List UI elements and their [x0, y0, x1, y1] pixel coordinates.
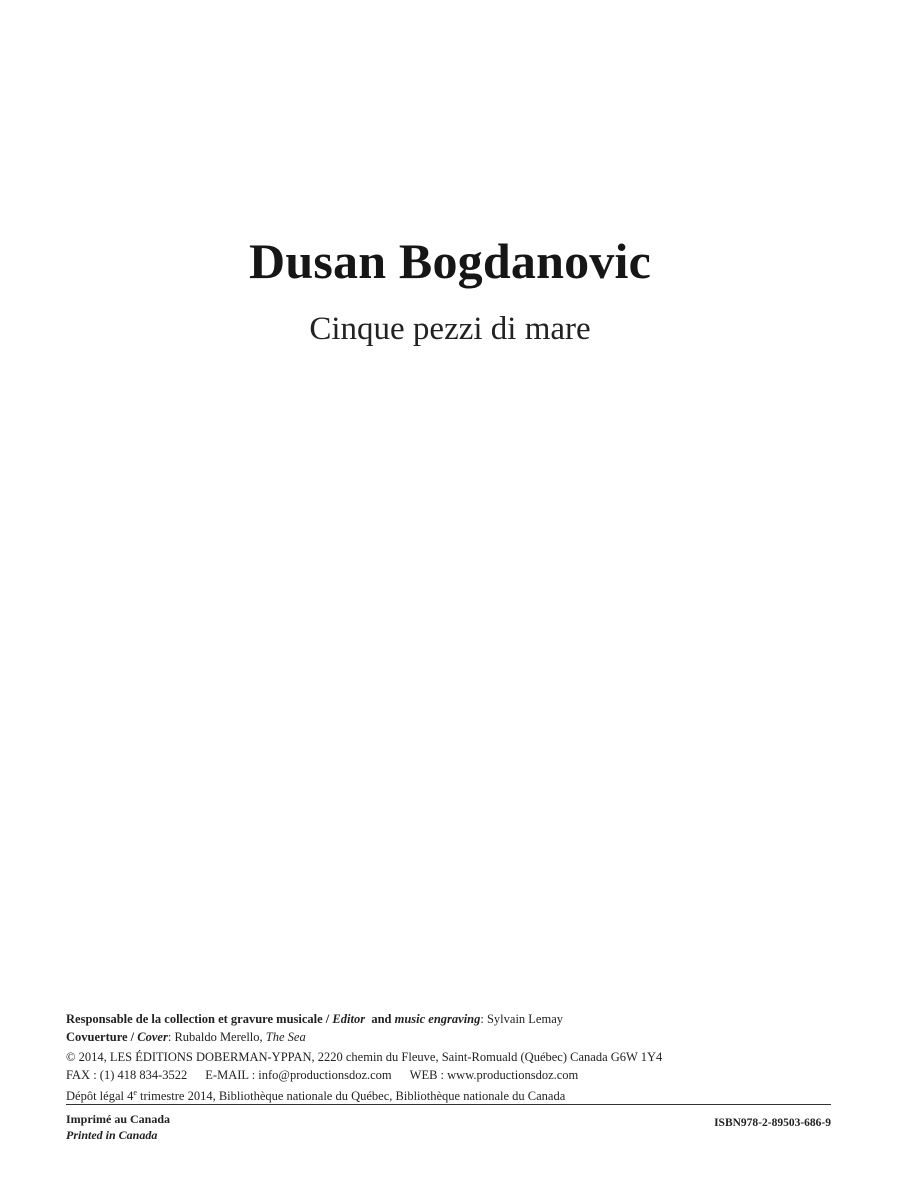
- printed-fr: Imprimé au Canada: [66, 1112, 171, 1126]
- editor-name: : Sylvain Lemay: [480, 1012, 563, 1026]
- cover-label-fr: Covuerture /: [66, 1029, 135, 1044]
- work-title: Cinque pezzi di mare: [309, 311, 591, 347]
- contact-line: [66, 1067, 836, 1085]
- printed-in: [66, 1111, 170, 1143]
- printed-en: Printed in Canada: [66, 1128, 158, 1142]
- cover-label-en: Cover: [137, 1029, 168, 1044]
- web-address: WEB : www.productionsdoz.com: [409, 1067, 579, 1082]
- cover-work: The Sea: [265, 1029, 306, 1044]
- fax-number: FAX : (1) 418 834-3522: [66, 1067, 188, 1082]
- cover-artist: : Rubaldo Merello,: [167, 1029, 263, 1044]
- credits-block: [66, 1011, 836, 1106]
- editor-label-en: Editor: [332, 1012, 366, 1026]
- cover-credit: [66, 1029, 836, 1047]
- copyright-line: © 2014, LES ÉDITIONS DOBERMAN-YPPAN, 2220 chemin du Fleuve, Saint-Romuald (Québec) Canada G6W 1Y4: [66, 1050, 663, 1065]
- legal-deposit-line: Dépôt légal 4e trimestre 2014, Bibliothèque nationale du Québec, Bibliothèque nationale du Canada: [66, 1088, 566, 1104]
- footer-divider: [66, 1104, 831, 1105]
- editor-credit: [66, 1011, 836, 1029]
- engraving-label-en: music engraving: [394, 1012, 481, 1026]
- email-address: E-MAIL : info@productionsdoz.com: [205, 1067, 392, 1082]
- isbn-number: ISBN978-2-89503-686-9: [714, 1117, 831, 1129]
- author-name: Dusan Bogdanovic: [249, 233, 651, 289]
- editor-label-and: and: [371, 1012, 392, 1026]
- editor-label-fr: Responsable de la collection et gravure musicale /: [66, 1012, 330, 1026]
